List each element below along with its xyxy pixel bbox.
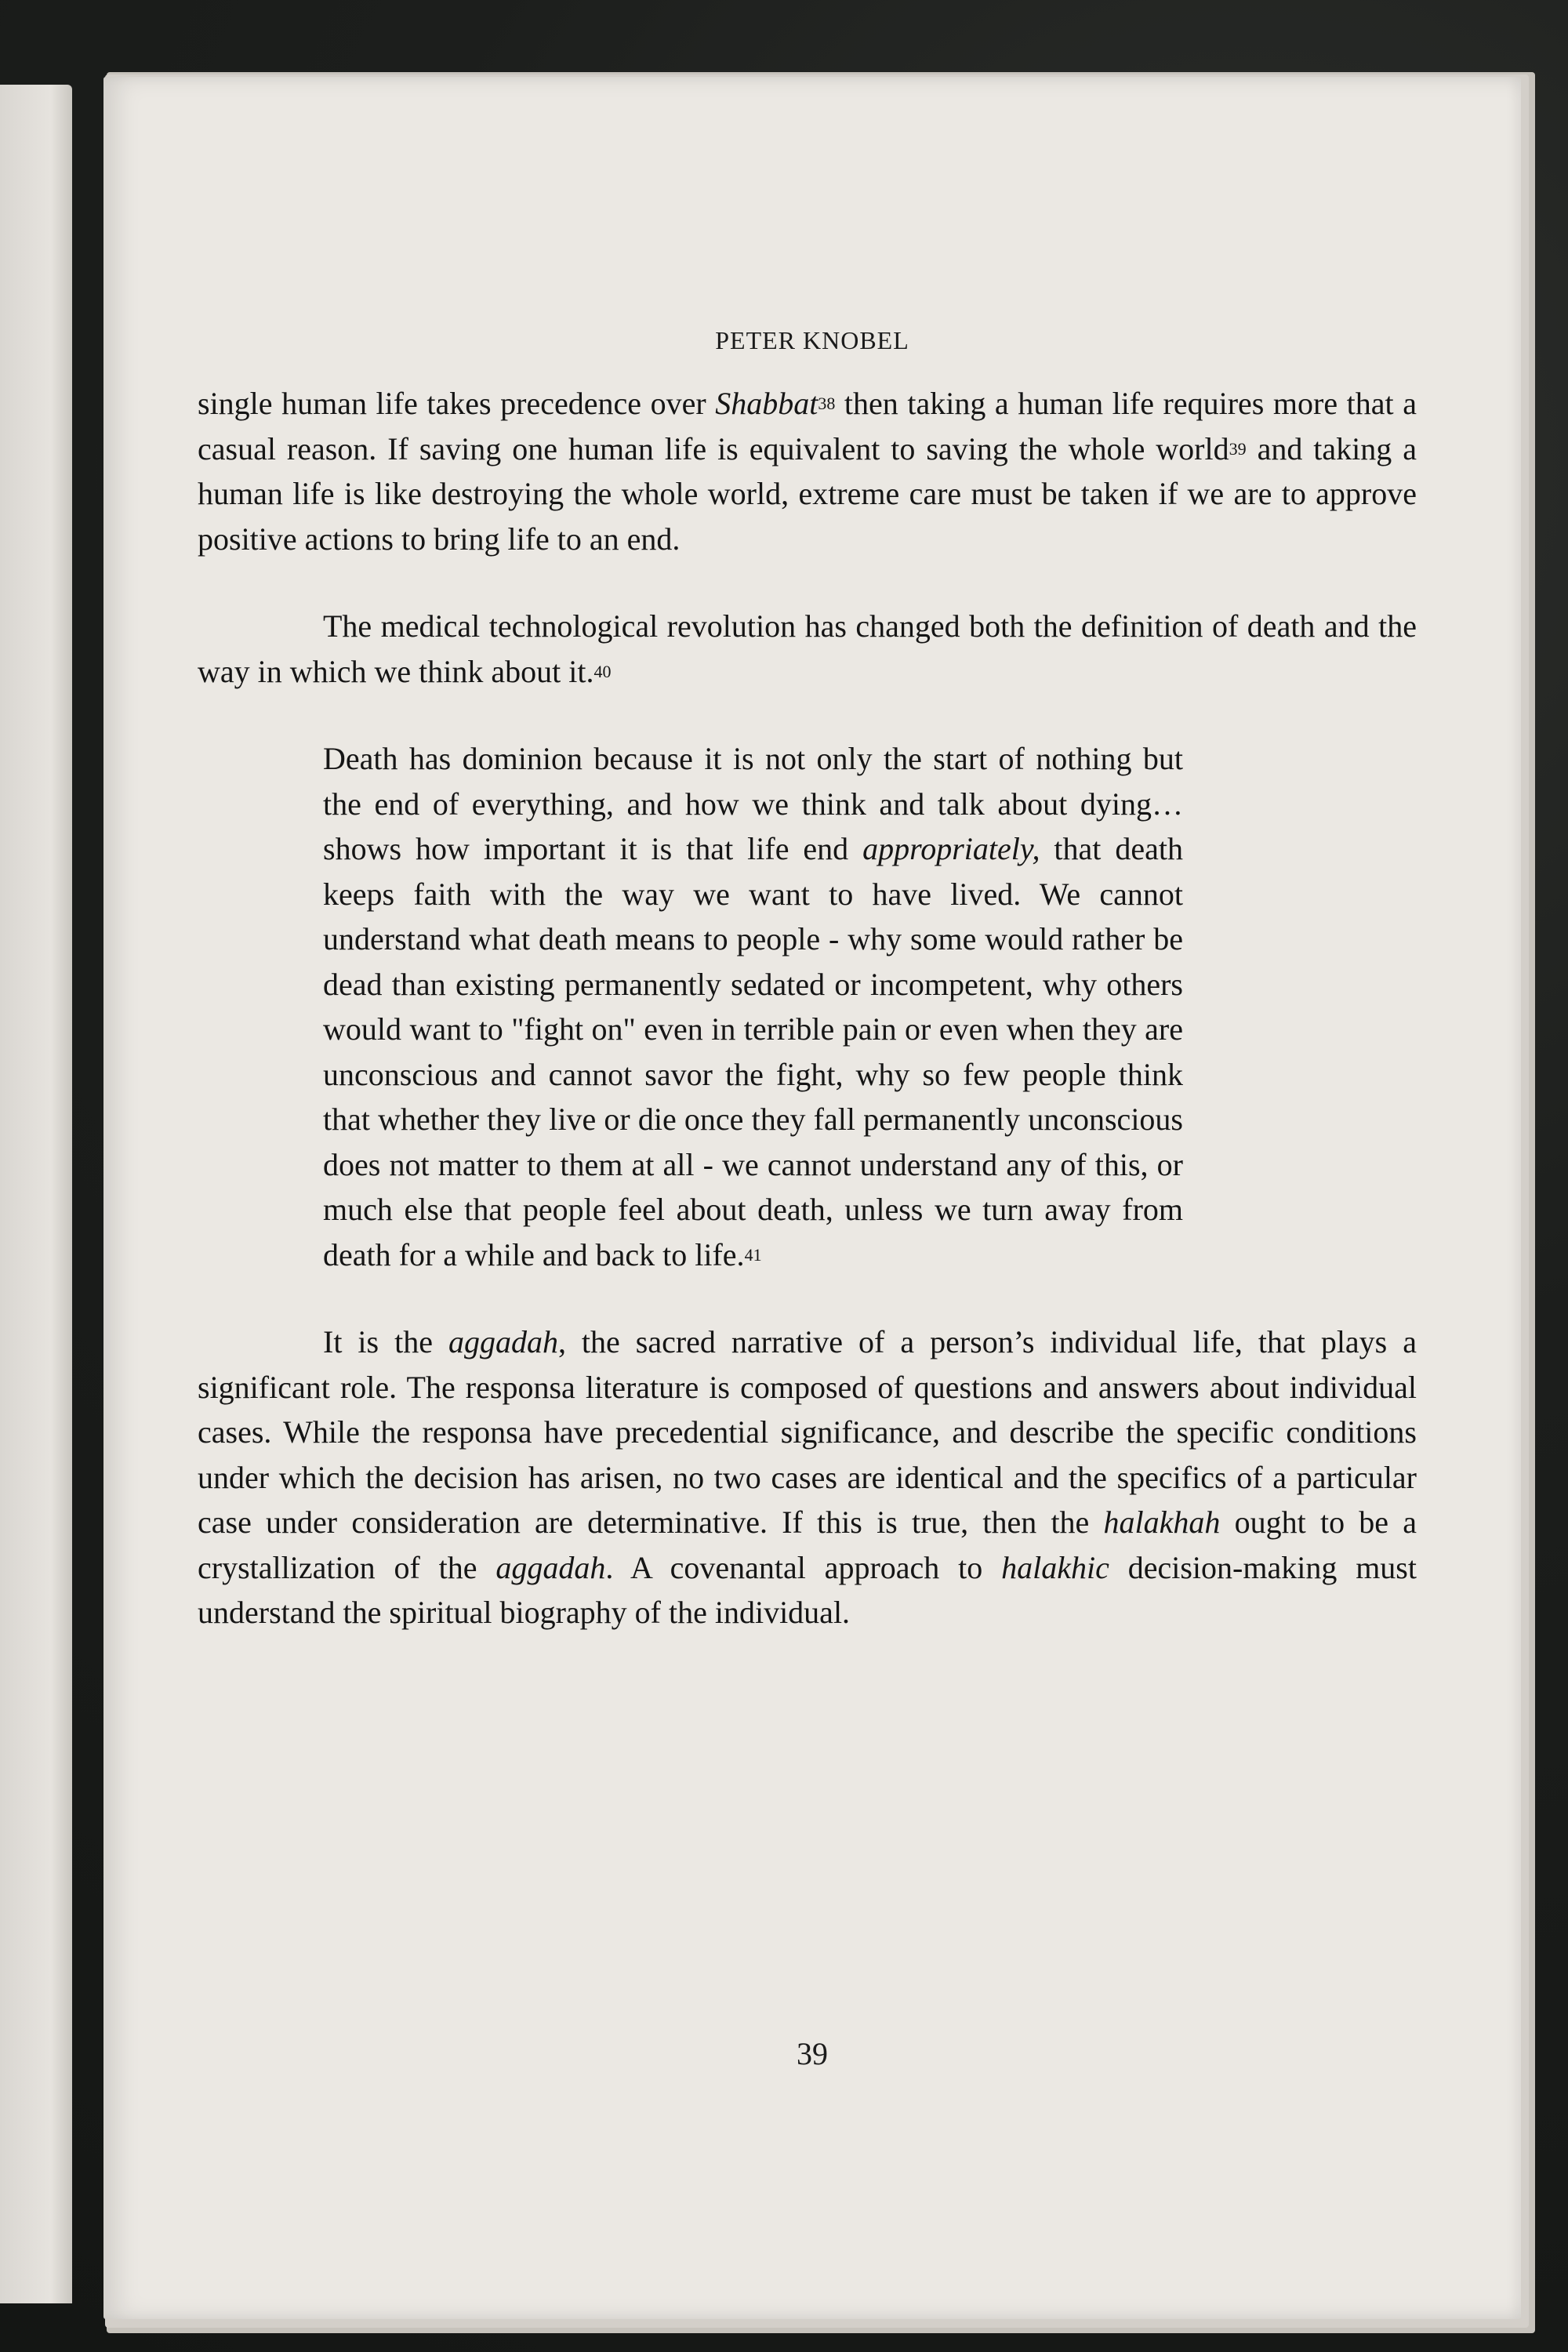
paragraph-3: It is the aggadah, the sacred narrative of a person’s individual life, that plays a significant role. The responsa literature is composed of questions and answers about individual cases. While the responsa have precedential significance, and describe the specific conditions under which the decision has arisen, no two cases are identical and the specifics of a particular case under consideration are determinative. If this is true, then the halakhah ought to be a crystallization of the aggadah. A covenantal approach to halakhic decision-making must understand the spiritual biography of the individual.	[198, 1324, 1417, 1630]
page-number: 39	[797, 2036, 828, 2071]
footnote-ref-38: 38	[818, 394, 836, 413]
book-page	[103, 77, 1521, 2319]
facing-page-edge	[0, 85, 72, 2303]
paragraph-1: single human life takes precedence over Shabbat$^{38}$ then taking a human life requires more that a casual reason. If saving one human life is equivalent to saving the whole world$^{39}$ and taking a human life is like destroying the whole world, extreme care must be taken if we are to approve positive actions to bring life to an end.	[198, 386, 1417, 557]
footnote-ref-40: 40	[593, 661, 612, 681]
block-quote: Death has dominion because it is not only the start of nothing but the end of everything, and how we think and talk about dying… shows how important it is that life end appropriately, that death keeps faith with the way we want to have lived. We cannot understand what death means to people - why some would rather be dead than existing permanently sedated or incompetent, why others would want to "fight on" even in terrible pain or even when they are unconscious and cannot savor the fight, why so few people think that whether they live or die once they fall permanently unconscious does not matter to them at all - we cannot understand any of this, or much else that people feel about death, unless we turn away from death for a while and back to life.$^{41}$	[323, 741, 1183, 1272]
paragraph-2: The medical technological revolution has changed both the definition of death and the way in which we think about it.$^{40}$	[198, 608, 1417, 689]
running-head: PETER KNOBEL	[715, 326, 909, 354]
footnote-ref-39: 39	[1229, 438, 1247, 459]
body-text	[198, 381, 1417, 1635]
footnote-ref-41: 41	[744, 1244, 762, 1265]
